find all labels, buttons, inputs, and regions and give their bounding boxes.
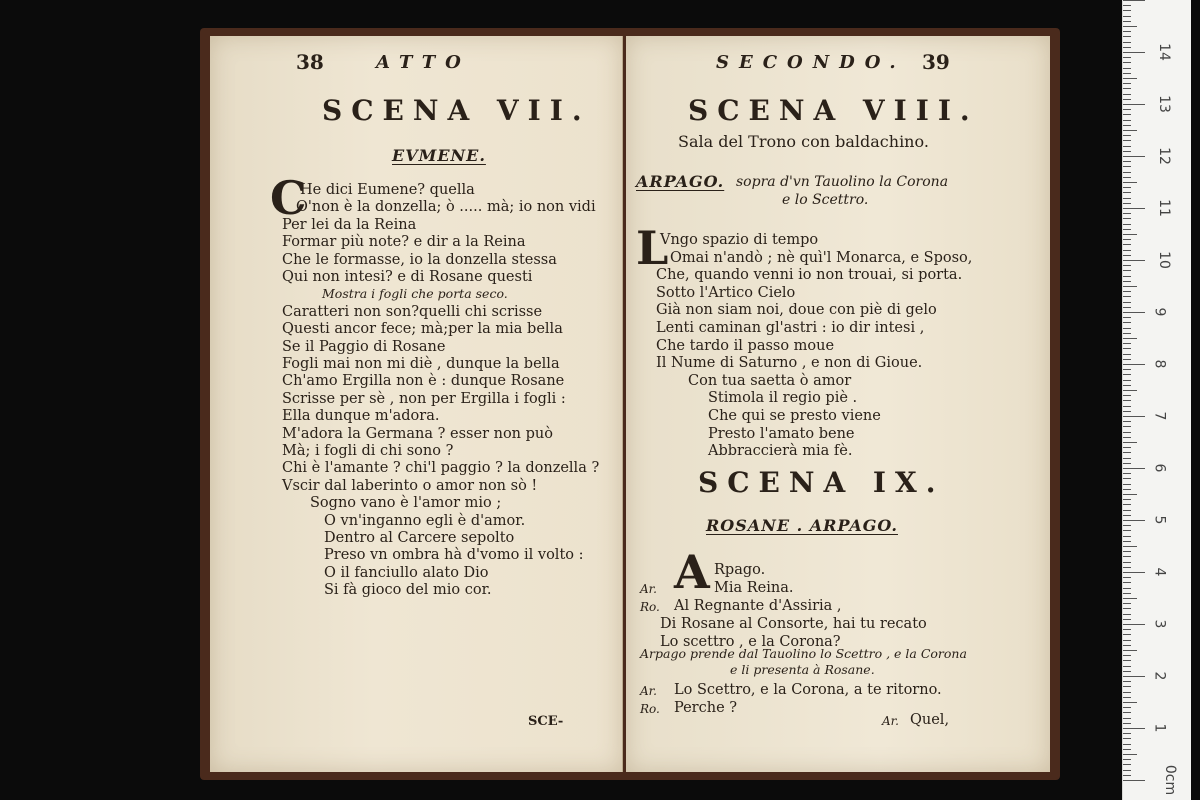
dialogue-line: Rpago.	[714, 562, 766, 578]
ruler-tick	[1123, 343, 1131, 344]
dialogue-line: Mia Reina.	[714, 580, 794, 596]
ruler-tick	[1123, 598, 1137, 599]
ruler-tick	[1123, 10, 1131, 11]
speaker-label: Ro.	[640, 702, 660, 716]
ruler-number: 3	[1151, 619, 1168, 629]
ruler-tick	[1123, 187, 1131, 188]
ruler-tick	[1123, 416, 1145, 417]
ruler-tick	[1123, 109, 1131, 110]
ruler-tick	[1123, 369, 1131, 370]
ruler-tick	[1123, 208, 1145, 209]
ruler-tick	[1123, 603, 1131, 604]
ruler-tick	[1123, 676, 1145, 677]
verse-line: Chi è l'amante ? chi'l paggio ? la donzella ?	[282, 460, 600, 477]
ruler-tick	[1123, 458, 1131, 459]
verse-line: Abbraccierà mia fè.	[708, 443, 853, 460]
verse-line: Scrisse per sè , non per Ergilla i fogli :	[282, 390, 566, 407]
ruler-tick	[1123, 234, 1137, 235]
ruler-tick	[1123, 239, 1131, 240]
ruler-tick	[1123, 681, 1131, 682]
page-number: 39	[922, 50, 950, 74]
ruler-tick	[1123, 671, 1131, 672]
drop-cap: L	[636, 221, 669, 275]
ruler-tick	[1123, 73, 1131, 74]
ruler-tick	[1123, 260, 1145, 261]
ruler-tick	[1123, 556, 1131, 557]
ruler-number: 14	[1155, 43, 1172, 61]
ruler-tick	[1123, 525, 1131, 526]
ruler-tick	[1123, 198, 1131, 199]
ruler-tick	[1123, 166, 1131, 167]
ruler-number: 10	[1155, 251, 1172, 269]
ruler-tick	[1123, 338, 1137, 339]
speaker-label: Ar.	[640, 582, 657, 596]
ruler-tick	[1123, 738, 1131, 739]
verse-line: Stimola il regio piè .	[708, 390, 858, 407]
ruler-tick	[1123, 291, 1131, 292]
dialogue-line: Perche ?	[674, 700, 738, 716]
ruler-tick	[1123, 244, 1131, 245]
ruler-tick	[1123, 764, 1131, 765]
verse-line: Si fà gioco del mio cor.	[324, 582, 492, 599]
ruler-tick	[1123, 276, 1131, 277]
ruler-number: 13	[1155, 95, 1172, 113]
ruler-tick	[1123, 577, 1131, 578]
ruler-tick	[1123, 520, 1145, 521]
verse-line: Ella dunque m'adora.	[282, 408, 440, 425]
ruler-tick	[1123, 0, 1145, 1]
verse-line: O il fanciullo alato Dio	[324, 564, 489, 581]
ruler-tick	[1123, 494, 1137, 495]
ruler-tick	[1123, 749, 1131, 750]
ruler-tick	[1123, 125, 1131, 126]
ruler-tick	[1123, 328, 1131, 329]
ruler-tick	[1123, 504, 1131, 505]
ruler-number: 1	[1151, 723, 1168, 733]
ruler-tick	[1123, 374, 1131, 375]
ruler-tick	[1123, 380, 1131, 381]
verse-line: Che tardo il passo moue	[656, 337, 835, 354]
ruler-tick	[1123, 406, 1131, 407]
ruler-tick	[1123, 229, 1131, 230]
ruler-tick	[1123, 120, 1131, 121]
ruler-tick	[1123, 484, 1131, 485]
verse-line: Preso vn ombra hà d'vomo il volto :	[324, 547, 584, 564]
ruler-tick	[1123, 530, 1131, 531]
ruler-tick	[1123, 57, 1131, 58]
ruler-tick	[1123, 728, 1145, 729]
dialogue-line: Lo scettro , e la Corona?	[660, 634, 841, 650]
right-page	[626, 36, 1050, 772]
ruler-tick	[1123, 447, 1131, 448]
ruler-tick	[1123, 452, 1131, 453]
ruler-tick	[1123, 218, 1131, 219]
ruler-tick	[1123, 400, 1131, 401]
ruler-tick	[1123, 36, 1131, 37]
ruler-tick	[1123, 707, 1131, 708]
speaker-label: Ar.	[640, 684, 657, 698]
dialogue-line: Al Regnante d'Assiria ,	[674, 598, 842, 614]
ruler-tick	[1123, 437, 1131, 438]
character-name: ARPAGO.	[636, 172, 725, 191]
ruler-tick	[1123, 255, 1131, 256]
ruler-tick	[1123, 296, 1131, 297]
scene-setting: Sala del Trono con baldachino.	[678, 132, 929, 151]
ruler-tick	[1123, 203, 1131, 204]
ruler-tick	[1123, 634, 1131, 635]
verse-line: Dentro al Carcere sepolto	[324, 530, 515, 546]
stage-direction: Arpago prende dal Tauolino lo Scettro , e la Corona	[640, 646, 967, 661]
ruler-tick	[1123, 99, 1131, 100]
verse-line: Con tua saetta ò amor	[688, 372, 852, 389]
ruler-tick	[1123, 421, 1131, 422]
character-names: ROSANE . ARPAGO.	[706, 516, 898, 535]
stage-direction: sopra d'vn Tauolino la Corona	[736, 174, 949, 190]
ruler-tick	[1123, 161, 1131, 162]
ruler-tick	[1123, 390, 1137, 391]
ruler-number: 7	[1151, 411, 1168, 421]
speaker-label: Ro.	[640, 600, 660, 614]
ruler-tick	[1123, 224, 1131, 225]
ruler-tick	[1123, 270, 1131, 271]
ruler-tick	[1123, 42, 1131, 43]
catchword: Quel,	[910, 712, 950, 728]
ruler-tick	[1123, 52, 1145, 53]
ruler-tick	[1123, 114, 1131, 115]
verse-line: Che, quando venni io non trouai, si porta.	[656, 267, 963, 284]
verse-line: M'adora la Germana ? esser non può	[282, 425, 553, 442]
scene-title: SCENA VIII.	[688, 94, 979, 127]
ruler-tick	[1123, 94, 1131, 95]
ruler-number: 8	[1151, 359, 1168, 369]
verse-line: Sotto l'Artico Cielo	[656, 284, 796, 301]
ruler-number: 5	[1151, 515, 1168, 525]
verse-line: Vscir dal laberinto o amor non sò !	[282, 477, 538, 494]
verse-line: Se il Paggio di Rosane	[282, 338, 446, 355]
scene-title: SCENA VII.	[322, 94, 591, 127]
verse-line: Mà; i fogli di chi sono ?	[282, 443, 454, 459]
verse-line: Già non siam noi, doue con piè di gelo	[656, 302, 937, 319]
ruler-tick	[1123, 322, 1131, 323]
ruler-tick	[1123, 5, 1131, 6]
page-number: 38	[296, 50, 324, 74]
character-name: EVMENE.	[392, 146, 486, 165]
ruler-tick	[1123, 515, 1131, 516]
ruler-tick	[1123, 442, 1137, 443]
verse-line: Vngo spazio di tempo	[660, 232, 819, 248]
verse-line: Che qui se presto viene	[708, 408, 881, 424]
ruler-tick	[1123, 385, 1131, 386]
ruler-tick	[1123, 177, 1131, 178]
ruler-tick	[1123, 140, 1131, 141]
ruler-tick	[1123, 541, 1131, 542]
ruler-tick	[1123, 624, 1145, 625]
ruler-tick	[1123, 499, 1131, 500]
running-head: ATTO	[376, 52, 471, 73]
ruler-tick	[1123, 582, 1131, 583]
running-head: SECONDO.	[716, 52, 906, 73]
ruler-tick	[1123, 213, 1131, 214]
dialogue-line: Lo Scettro, e la Corona, a te ritorno.	[674, 682, 942, 698]
ruler-tick	[1123, 135, 1131, 136]
ruler-tick	[1123, 333, 1131, 334]
ruler-tick	[1123, 354, 1131, 355]
ruler-tick	[1123, 650, 1137, 651]
verse-line: Lenti caminan gl'astri : io dir intesi ,	[656, 320, 925, 336]
ruler-tick	[1123, 312, 1145, 313]
ruler-number: 0cm	[1162, 764, 1179, 796]
ruler-tick	[1123, 712, 1131, 713]
left-page	[210, 36, 623, 772]
ruler-tick	[1123, 754, 1137, 755]
dialogue-line: Di Rosane al Consorte, hai tu recato	[660, 616, 927, 632]
ruler-tick	[1123, 702, 1137, 703]
ruler-tick	[1123, 250, 1131, 251]
ruler-tick	[1123, 614, 1131, 615]
stage-direction: e lo Scettro.	[782, 192, 869, 208]
ruler-tick	[1123, 510, 1131, 511]
ruler-tick	[1123, 130, 1137, 131]
ruler-tick	[1123, 478, 1131, 479]
ruler-tick	[1123, 608, 1131, 609]
ruler-tick	[1123, 629, 1131, 630]
ruler-tick	[1123, 572, 1145, 573]
ruler-tick	[1123, 697, 1131, 698]
ruler-tick	[1123, 281, 1131, 282]
ruler-tick	[1123, 655, 1131, 656]
ruler-tick	[1123, 723, 1131, 724]
ruler-tick	[1123, 182, 1137, 183]
verse-line: Mostra i fogli che porta seco.	[322, 286, 508, 302]
ruler-tick	[1123, 172, 1131, 173]
ruler-number: 4	[1151, 567, 1168, 577]
verse-line: O vn'inganno egli è d'amor.	[324, 512, 526, 529]
ruler-tick	[1123, 104, 1145, 105]
ruler-tick	[1123, 666, 1131, 667]
catchword: SCE-	[528, 714, 564, 729]
ruler-tick	[1123, 468, 1145, 469]
ruler-tick	[1123, 88, 1131, 89]
ruler-tick	[1123, 16, 1131, 17]
ruler-tick	[1123, 536, 1131, 537]
verse-line: Presto l'amato bene	[708, 425, 855, 442]
ruler-tick	[1123, 192, 1131, 193]
ruler-tick	[1123, 640, 1131, 641]
measuring-ruler	[1122, 0, 1191, 800]
ruler-tick	[1123, 546, 1137, 547]
ruler-tick	[1123, 426, 1131, 427]
ruler-tick	[1123, 562, 1131, 563]
open-book	[200, 28, 1060, 780]
ruler-tick	[1123, 551, 1131, 552]
ruler-tick	[1123, 302, 1131, 303]
verse-line: Qui non intesi? e di Rosane questi	[282, 269, 533, 285]
catchword-speaker: Ar.	[882, 714, 899, 728]
ruler-tick	[1123, 83, 1131, 84]
ruler-number: 2	[1151, 671, 1168, 681]
ruler-tick	[1123, 645, 1131, 646]
ruler-tick	[1123, 265, 1131, 266]
ruler-tick	[1123, 359, 1131, 360]
verse-line: Omai n'andò ; nè quì'l Monarca, e Sposo,	[670, 249, 973, 266]
verse-line: O'non è la donzella; ò ..... mà; io non vidi	[296, 199, 596, 216]
ruler-tick	[1123, 21, 1131, 22]
ruler-tick	[1123, 489, 1131, 490]
verse-line: Che le formasse, io la donzella stessa	[282, 251, 557, 268]
scene-title: SCENA IX.	[698, 466, 945, 499]
ruler-number: 11	[1155, 199, 1172, 217]
ruler-tick	[1123, 26, 1137, 27]
ruler-tick	[1123, 770, 1131, 771]
ruler-tick	[1123, 286, 1137, 287]
ruler-tick	[1123, 593, 1131, 594]
ruler-tick	[1123, 619, 1131, 620]
stage-direction: e li presenta à Rosane.	[730, 662, 875, 677]
ruler-tick	[1123, 395, 1131, 396]
ruler-tick	[1123, 317, 1131, 318]
ruler-tick	[1123, 146, 1131, 147]
verse-line: Formar più note? e dir a la Reina	[282, 234, 526, 251]
ruler-tick	[1123, 780, 1145, 781]
ruler-tick	[1123, 686, 1131, 687]
ruler-tick	[1123, 733, 1131, 734]
verse-line: Per lei da la Reina	[282, 216, 417, 233]
verse-line: Questi ancor fece; mà;per la mia bella	[282, 321, 563, 338]
verse-line: Caratteri non son?quelli chi scrisse	[282, 303, 543, 320]
ruler-tick	[1123, 78, 1137, 79]
ruler-tick	[1123, 31, 1131, 32]
ruler-tick	[1123, 151, 1131, 152]
drop-cap: C	[270, 171, 307, 225]
ruler-number: 12	[1155, 147, 1172, 165]
ruler-number: 9	[1151, 307, 1168, 317]
verse-line: He dici Eumene? quella	[300, 182, 475, 198]
ruler-tick	[1123, 567, 1131, 568]
verse-line: Il Nume di Saturno , e non di Gioue.	[656, 355, 923, 372]
ruler-tick	[1123, 68, 1131, 69]
ruler-tick	[1123, 411, 1131, 412]
drop-cap: A	[674, 545, 710, 599]
ruler-tick	[1123, 718, 1131, 719]
ruler-tick	[1123, 759, 1131, 760]
ruler-tick	[1123, 775, 1131, 776]
ruler-tick	[1123, 364, 1145, 365]
ruler-tick	[1123, 588, 1131, 589]
ruler-number: 6	[1151, 463, 1168, 473]
ruler-tick	[1123, 660, 1131, 661]
verse-line: Sogno vano è l'amor mio ;	[310, 495, 502, 512]
ruler-tick	[1123, 47, 1131, 48]
ruler-tick	[1123, 473, 1131, 474]
verse-line: Fogli mai non mi diè , dunque la bella	[282, 356, 560, 372]
ruler-tick	[1123, 432, 1131, 433]
ruler-tick	[1123, 348, 1131, 349]
verse-line: Ch'amo Ergilla non è : dunque Rosane	[282, 373, 565, 390]
ruler-tick	[1123, 744, 1131, 745]
ruler-tick	[1123, 463, 1131, 464]
ruler-tick	[1123, 307, 1131, 308]
ruler-tick	[1123, 692, 1131, 693]
ruler-tick	[1123, 156, 1145, 157]
ruler-tick	[1123, 62, 1131, 63]
